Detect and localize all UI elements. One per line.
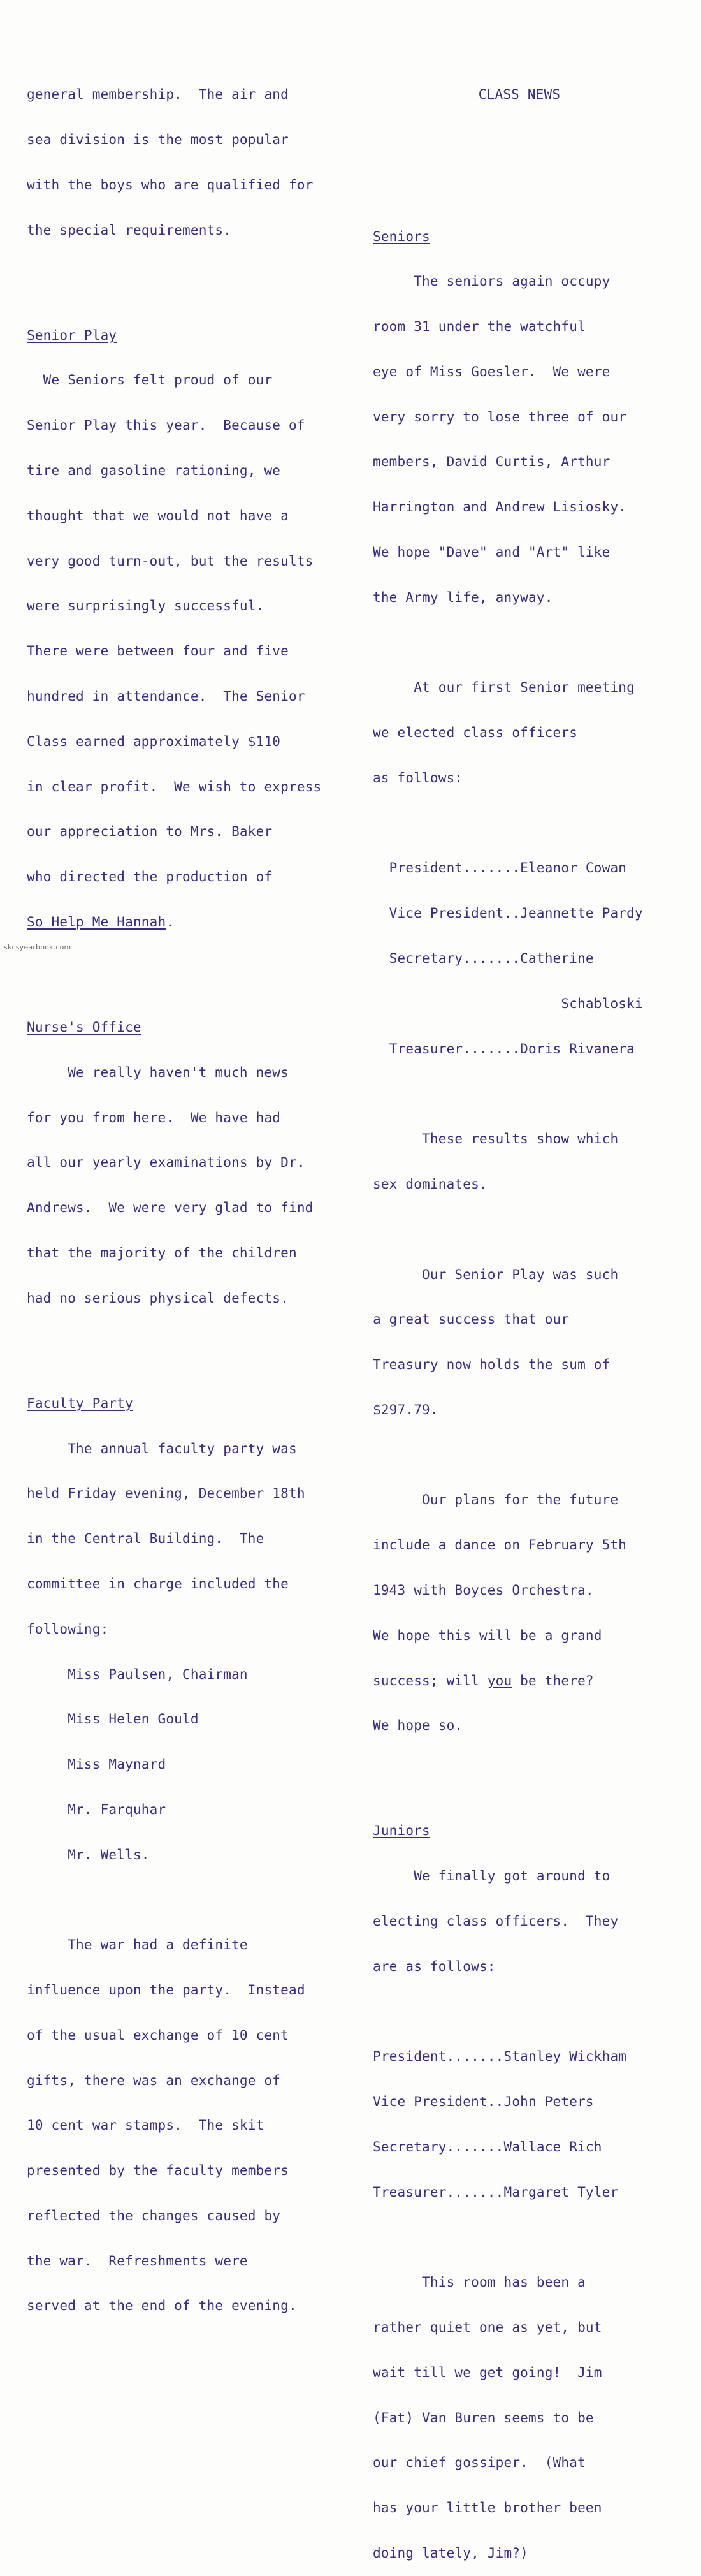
seniors-heading: Seniors xyxy=(373,228,430,244)
play-line: a great success that our xyxy=(373,1312,570,1328)
plans-line: 1943 with Boyces Orchestra. xyxy=(373,1582,594,1598)
committee-member: Miss Maynard xyxy=(27,1757,166,1773)
junior-officer: Secretary.......Wallace Rich xyxy=(373,2139,602,2155)
nurses-office-line: We really haven't much news xyxy=(27,1064,289,1080)
seniors-line: the Army life, anyway. xyxy=(373,589,553,605)
seniors-line: We hope "Dave" and "Art" like xyxy=(373,545,611,560)
intro-line: with the boys who are qualified for xyxy=(27,177,314,193)
senior-play-line: thought that we would not have a xyxy=(27,508,289,523)
seniors-line: room 31 under the watchful xyxy=(373,319,586,335)
meeting-line: we elected class officers xyxy=(373,725,578,741)
seniors-line: The seniors again occupy xyxy=(373,274,611,289)
war-line: gifts, there was an exchange of xyxy=(27,2072,281,2088)
senior-play-line: in clear profit. We wish to express xyxy=(27,779,322,794)
meeting-line: as follows: xyxy=(373,770,463,786)
committee-member: Miss Paulsen, Chairman xyxy=(27,1666,248,1682)
senior-play-line: hundred in attendance. The Senior xyxy=(27,688,305,704)
senior-officer: Vice President..Jeannette Pardy xyxy=(373,905,643,921)
faculty-party-line: committee in charge included the xyxy=(27,1576,289,1592)
meeting-line: At our first Senior meeting xyxy=(373,680,635,696)
intro-line: the special requirements. xyxy=(27,222,232,238)
seniors-line: members, David Curtis, Arthur xyxy=(373,454,611,470)
seniors-line: very sorry to lose three of our xyxy=(373,409,627,425)
faculty-party-heading: Faculty Party xyxy=(27,1395,133,1411)
war-line: The war had a definite xyxy=(27,1937,248,1953)
faculty-party-line: in the Central Building. The xyxy=(27,1531,264,1547)
nurses-office-heading: Nurse's Office xyxy=(27,1020,141,1035)
results-line: These results show which xyxy=(373,1131,619,1147)
war-line: served at the end of the evening. xyxy=(27,2298,297,2314)
room-line: rather quiet one as yet, but xyxy=(373,2320,602,2336)
war-line: 10 cent war stamps. The skit xyxy=(27,2118,264,2133)
intro-line: sea division is the most popular xyxy=(27,131,289,147)
senior-officer: Treasurer.......Doris Rivanera xyxy=(373,1041,635,1057)
nurses-office-line: that the majority of the children xyxy=(27,1245,297,1261)
war-line: the war. Refreshments were xyxy=(27,2253,248,2269)
senior-play-line: Class earned approximately $110 xyxy=(27,733,281,749)
senior-play-line: very good turn-out, but the results xyxy=(27,553,314,569)
room-line: has your little brother been xyxy=(373,2500,602,2516)
juniors-line: are as follows: xyxy=(373,1958,496,1974)
junior-officer: Vice President..John Peters xyxy=(373,2094,594,2110)
war-line: presented by the faculty members xyxy=(27,2163,289,2179)
plans-you-suffix: be there? xyxy=(512,1672,594,1688)
war-line: of the usual exchange of 10 cent xyxy=(27,2027,289,2043)
play-line: Treasury now holds the sum of xyxy=(373,1357,611,1373)
right-column xyxy=(373,57,679,2576)
senior-officer: Schabloski xyxy=(373,995,643,1011)
senior-officer: Secretary.......Catherine xyxy=(373,951,594,967)
nurses-office-line: Andrews. We were very glad to find xyxy=(27,1200,314,1216)
plans-line: include a dance on February 5th xyxy=(373,1537,627,1553)
faculty-party-line: The annual faculty party was xyxy=(27,1440,297,1456)
senior-play-line: There were between four and five xyxy=(27,643,289,659)
room-line: This room has been a xyxy=(373,2274,586,2290)
juniors-line: We finally got around to xyxy=(373,1868,611,1884)
senior-play-line: Senior Play this year. Because of xyxy=(27,418,305,434)
committee-member: Mr. Wells. xyxy=(27,1847,150,1862)
room-line: wait till we get going! Jim xyxy=(373,2364,602,2380)
senior-play-line: We Seniors felt proud of our xyxy=(27,372,273,388)
senior-play-heading: Senior Play xyxy=(27,327,117,343)
site-footer: skcsyearbook.com xyxy=(4,943,71,951)
junior-officer: President.......Stanley Wickham xyxy=(373,2049,627,2065)
play-line: Our Senior Play was such xyxy=(373,1266,619,1282)
intro-line: general membership. The air and xyxy=(27,87,289,103)
committee-member: Miss Helen Gould xyxy=(27,1711,199,1727)
war-line: influence upon the party. Instead xyxy=(27,1982,305,1998)
room-line: our chief gossiper. (What xyxy=(373,2455,586,2471)
nurses-office-line: for you from here. We have had xyxy=(27,1109,281,1125)
class-news-title: CLASS NEWS xyxy=(478,87,561,103)
senior-play-line: were surprisingly successful. xyxy=(27,598,264,614)
plans-line: We hope so. xyxy=(373,1718,463,1734)
play-title-end: . xyxy=(166,914,175,930)
senior-play-line: our appreciation to Mrs. Baker xyxy=(27,824,273,840)
war-line: reflected the changes caused by xyxy=(27,2207,281,2223)
juniors-heading: Juniors xyxy=(373,1823,430,1839)
faculty-party-line: held Friday evening, December 18th xyxy=(27,1486,305,1502)
room-line: doing lately, Jim?) xyxy=(373,2545,529,2561)
faculty-party-line: following: xyxy=(27,1621,109,1637)
left-column xyxy=(27,57,345,2329)
junior-officer: Treasurer.......Margaret Tyler xyxy=(373,2184,619,2200)
seniors-line: Harrington and Andrew Lisiosky. xyxy=(373,499,627,515)
nurses-office-line: all our yearly examinations by Dr. xyxy=(27,1155,305,1171)
play-title: So Help Me Hannah xyxy=(27,914,166,930)
seniors-line: eye of Miss Goesler. We were xyxy=(373,363,611,379)
plans-line: We hope this will be a grand xyxy=(373,1627,602,1643)
juniors-line: electing class officers. They xyxy=(373,1914,619,1929)
plans-you-prefix: success; will xyxy=(373,1672,488,1688)
senior-officer: President.......Eleanor Cowan xyxy=(373,860,627,876)
senior-play-line: who directed the production of xyxy=(27,869,273,885)
play-line: $297.79. xyxy=(373,1401,438,1417)
senior-play-line: tire and gasoline rationing, we xyxy=(27,463,281,479)
committee-member: Mr. Farquhar xyxy=(27,1801,166,1817)
nurses-office-line: had no serious physical defects. xyxy=(27,1290,289,1306)
plans-you: you xyxy=(487,1672,512,1688)
results-line: sex dominates. xyxy=(373,1176,488,1192)
plans-line: Our plans for the future xyxy=(373,1492,619,1508)
room-line: (Fat) Van Buren seems to be xyxy=(373,2410,594,2426)
